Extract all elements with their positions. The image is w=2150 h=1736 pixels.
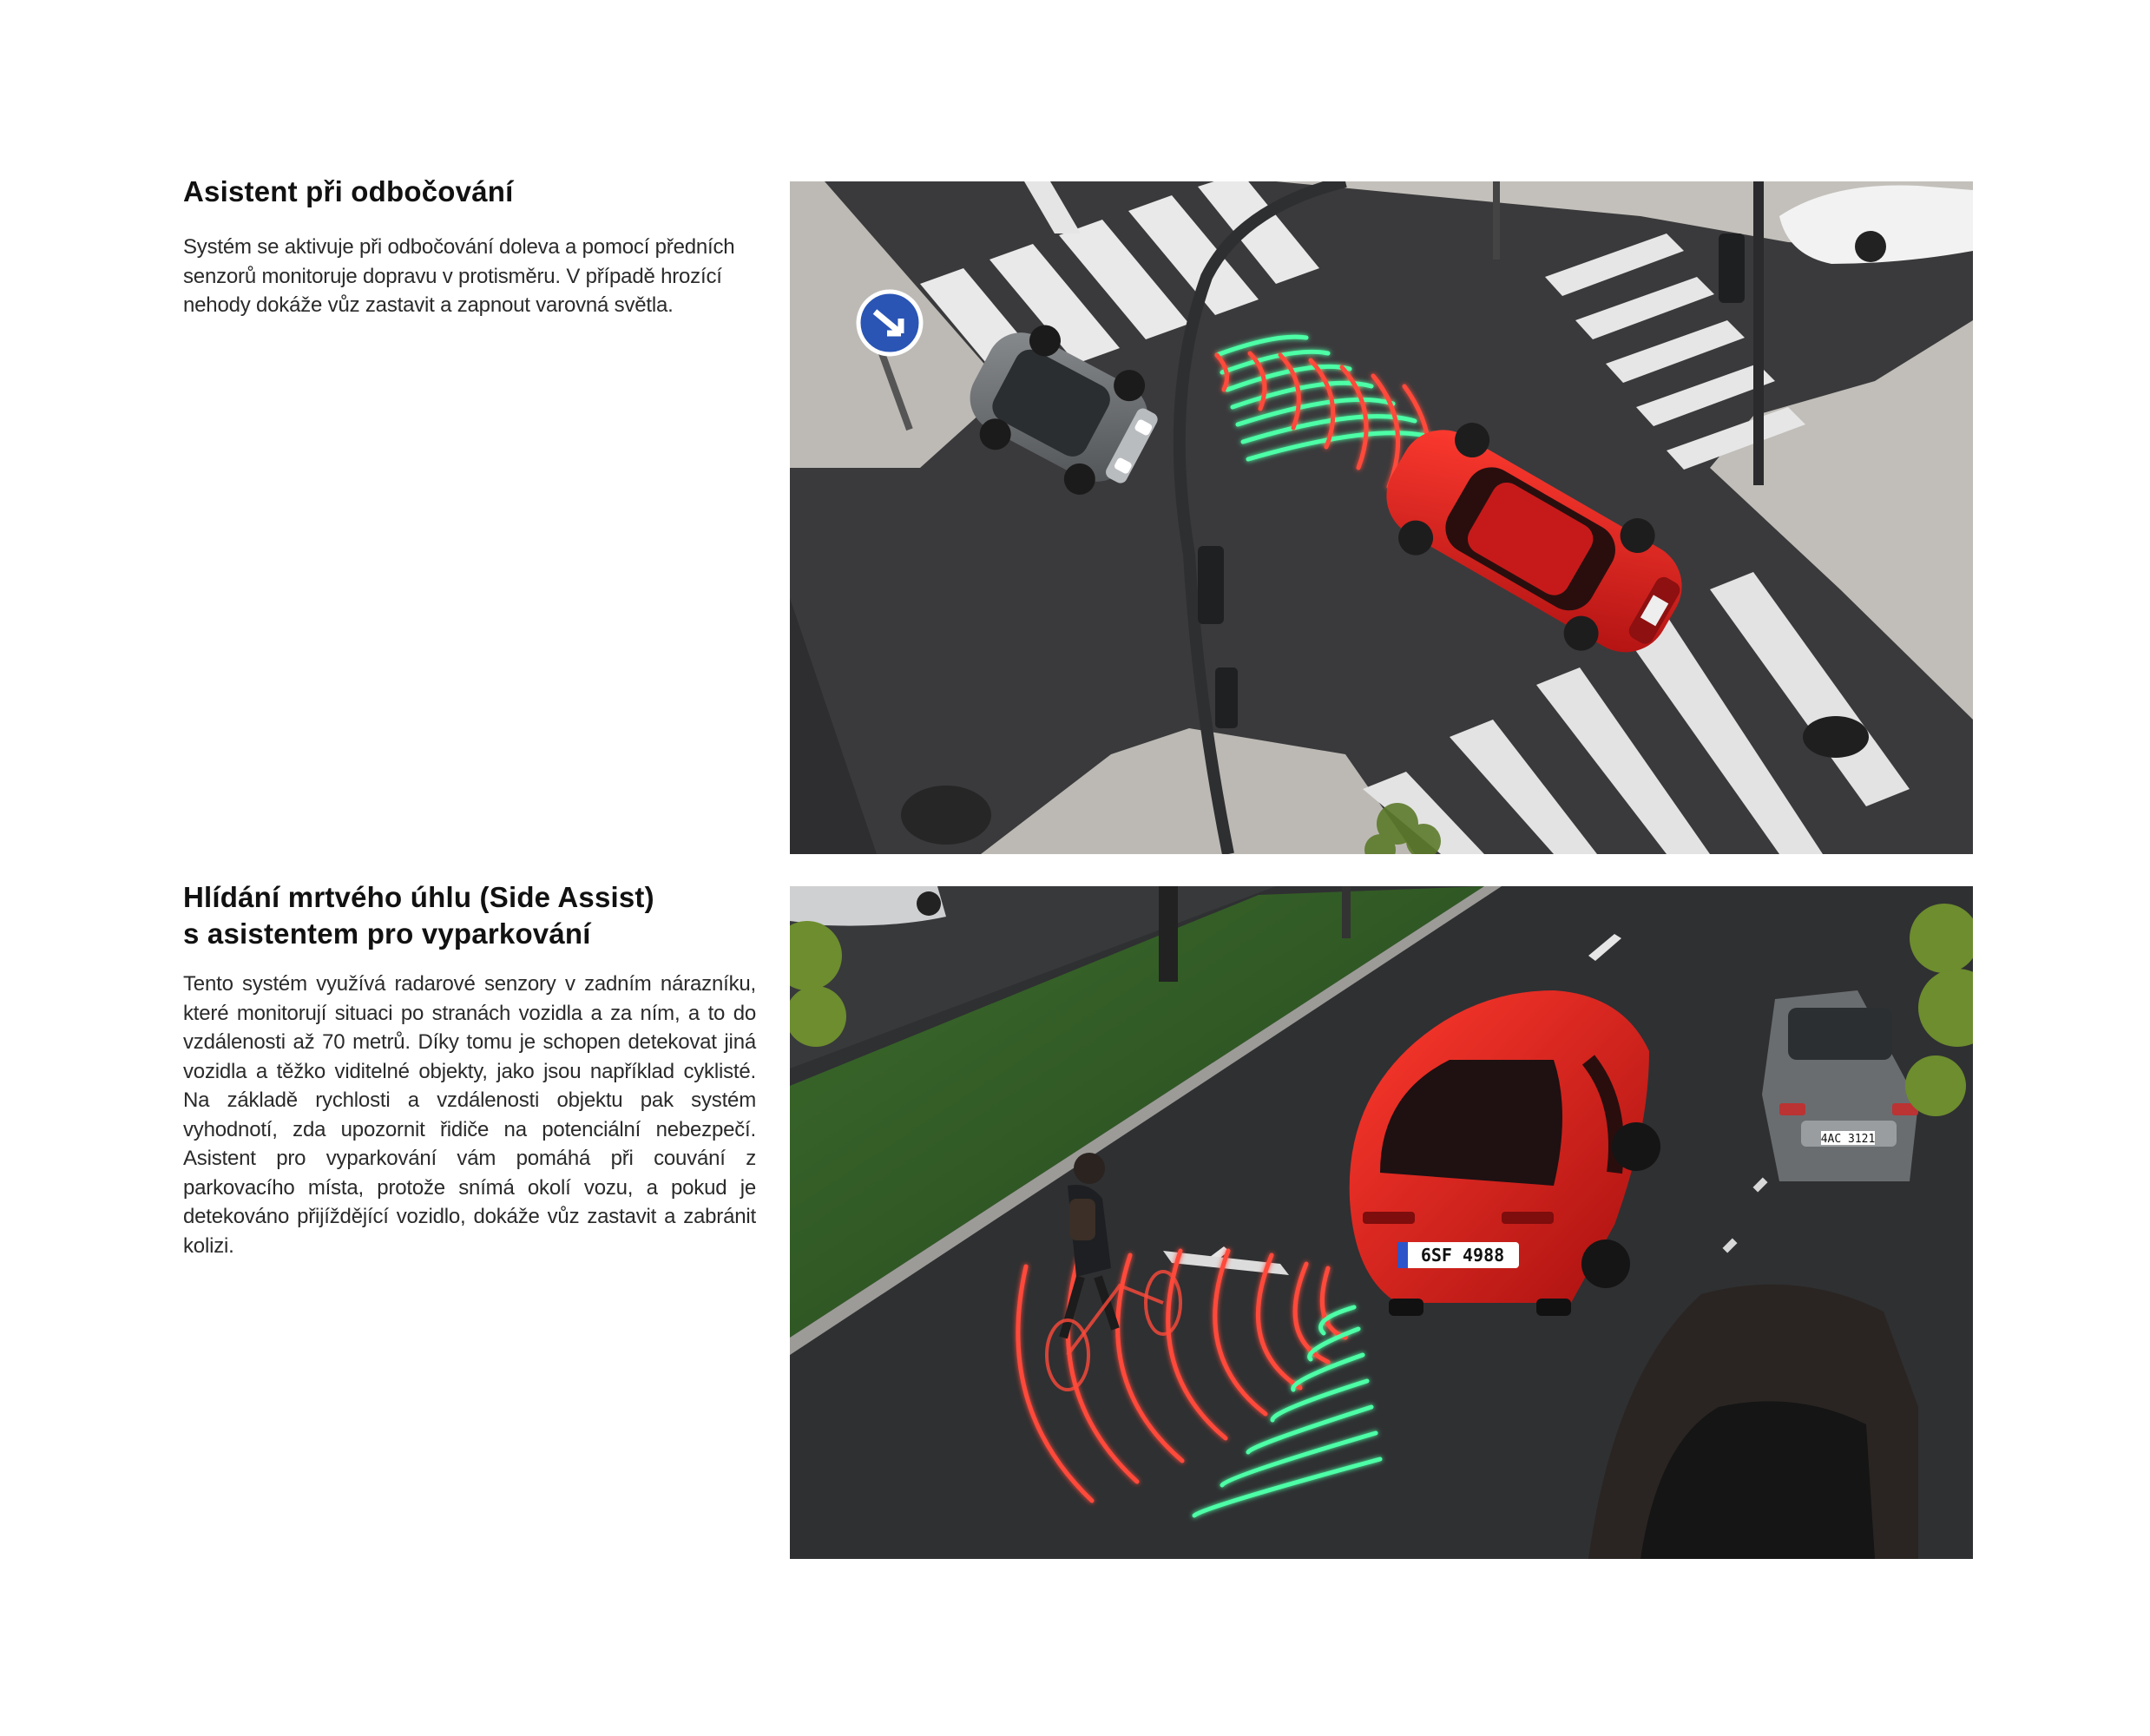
turn-assist-description: Systém se aktivuje při odbočování doleva a pomocí předních senzorů monitoruje dopravu v protisměru. V případě hrozící nehody dokáže vůz zastavit a zapnout varovná světla. bbox=[183, 235, 735, 317]
red-car-plate: 6SF 4988 bbox=[1420, 1245, 1505, 1266]
section-side-assist bbox=[183, 879, 756, 1260]
turn-assist-photo bbox=[790, 181, 1973, 854]
section-turn-assist bbox=[183, 174, 756, 320]
side-assist-description: Tento systém využívá radarové senzory v zadním nárazníku, které monitorují situaci po stranách vozidla a za ním, a to do vzdálenosti až 70 metrů. Díky tomu je schopen detekovat jiná vozidla a těžko viditelné objekty, jako jsou například cyklisté. Na základě rychlosti a vzdálenosti objektu pak systém vyhodnotí, zda upozornit řidiče na potenciální nebezpečí. Asistent pro vyparkování vám pomáhá při couvání z parkovacího místa, protože snímá okolí vozu, a pokud je detekováno přijíždějící vozidlo, dokáže vůz zastavit a zabránit kolizi. bbox=[183, 972, 756, 1258]
turn-assist-title: Asistent při odbočování bbox=[183, 175, 514, 207]
side-assist-title-line1: Hlídání mrtvého úhlu (Side Assist) bbox=[183, 881, 654, 913]
side-assist-title bbox=[183, 879, 756, 952]
side-assist-title-line2: s asistentem pro vyparkování bbox=[183, 917, 591, 950]
side-assist-photo bbox=[790, 886, 1973, 1559]
grey-car-plate: 4AC 3121 bbox=[1820, 1133, 1876, 1146]
